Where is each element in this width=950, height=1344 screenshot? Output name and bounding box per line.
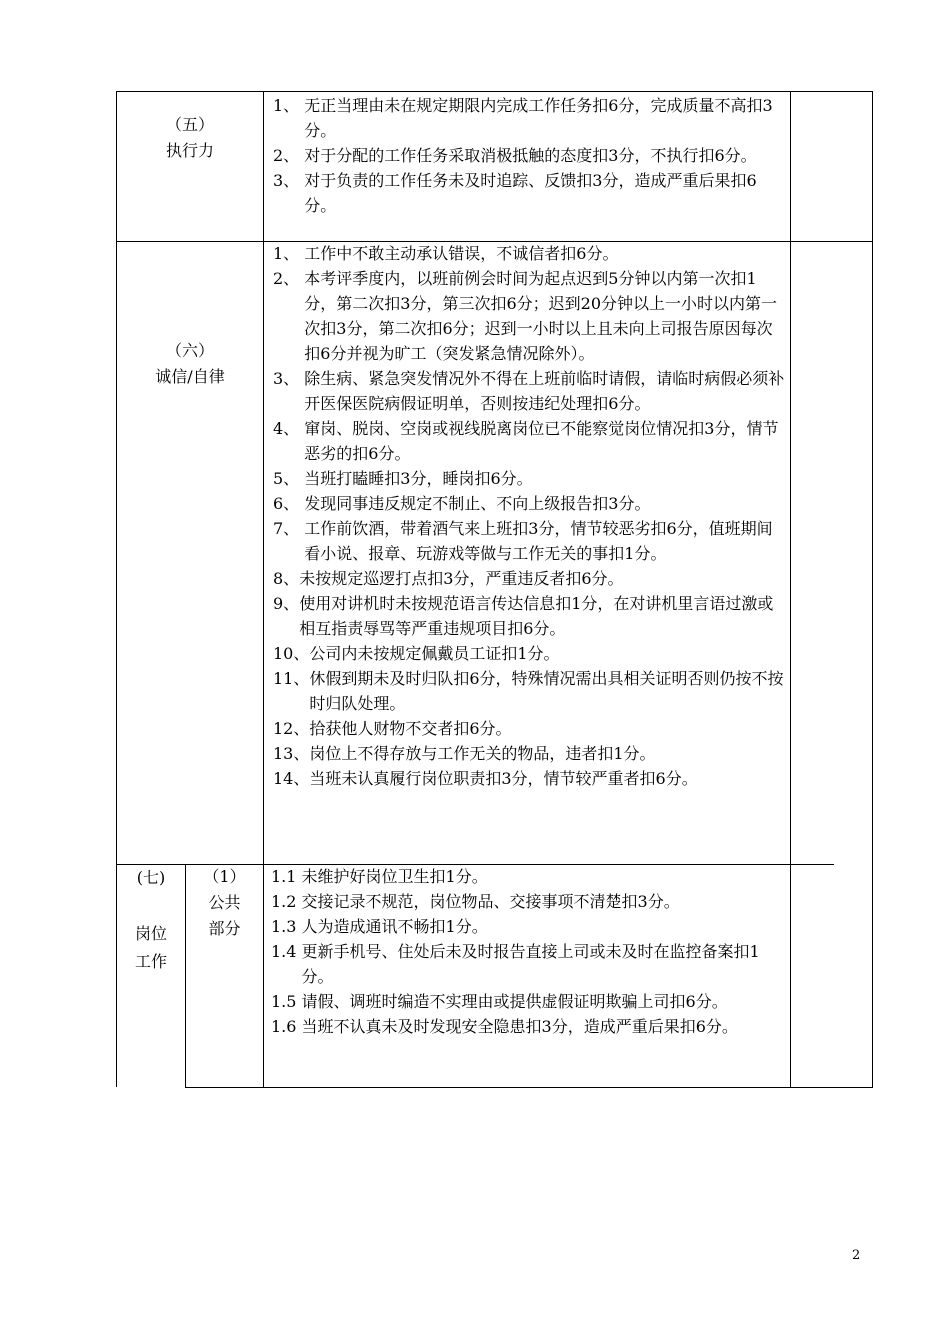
section-7-heading — [117, 864, 185, 976]
section-6-items — [273, 241, 785, 791]
list-item: 2、 本考评季度内，以班前例会时间为起点迟到5分钟以内第一次扣1分，第二次扣3分，第三次扣6分；迟到20分钟以上一小时以内第一次扣3分，第二次扣6分；迟到一小时以上且未向上司报告原因每次扣6分并视为旷工（突发紧急情况除外）。 — [273, 269, 778, 363]
list-item: 14、 当班未认真履行岗位职责扣3分，情节较严重者扣6分。 — [273, 769, 698, 788]
table-right-border — [872, 91, 873, 1088]
list-item: 1.4 更新手机号、住处后未及时报告直接上司或未及时在监控备案扣1分。 — [271, 942, 760, 986]
section-5-heading — [117, 112, 263, 164]
list-item: 3、 对于负责的工作任务未及时追踪、反馈扣3分，造成严重后果扣6分。 — [273, 171, 757, 215]
section-7-title: 岗位工作 — [134, 924, 167, 971]
list-item: 4、 窜岗、脱岗、空岗或视线脱离岗位已不能察觉岗位情况扣3分，情节恶劣的扣6分。 — [273, 419, 779, 463]
list-item: 13、 岗位上不得存放与工作无关的物品，违者扣1分。 — [273, 744, 656, 763]
list-item: 3、 除生病、紧急突发情况外不得在上班前临时请假，请临时病假必须补开医保医院病假证明单，否则按违纪处理扣6分。 — [273, 369, 785, 413]
section-7-sub-heading — [186, 864, 263, 942]
section-6-heading — [117, 338, 263, 390]
list-item: 1.5 请假、调班时编造不实理由或提供虚假证明欺骗上司扣6分。 — [271, 992, 728, 1011]
list-item: 11、 休假到期未及时归队扣6分，特殊情况需出具相关证明否则仍按不按时归队处理。 — [273, 669, 784, 713]
score-column-border — [790, 91, 791, 1088]
list-item: 1.6 当班不认真未及时发现安全隐患扣3分，造成严重后果扣6分。 — [271, 1017, 738, 1036]
list-item: 6、 发现同事违反规定不制止、不向上级报告扣3分。 — [273, 494, 651, 513]
section-7-items — [271, 864, 785, 1039]
section-5-title: 执行力 — [165, 141, 214, 160]
content-column-left-border — [263, 91, 264, 1088]
list-item: 7、 工作前饮酒，带着酒气来上班扣3分，情节较恶劣扣6分，值班期间看小说、报章、玩游戏等做与工作无关的事扣1分。 — [273, 519, 773, 563]
section-7-sub-title: 公共部分 — [208, 893, 241, 938]
list-item: 2、 对于分配的工作任务采取消极抵触的态度扣3分，不执行扣6分。 — [273, 146, 757, 165]
list-item: 9、 使用对讲机时未按规范语言传达信息扣1分，在对讲机里言语过激或相互指责辱骂等严重违规项目扣6分。 — [273, 594, 774, 638]
list-item: 1、 工作中不敢主动承认错误，不诚信者扣6分。 — [273, 244, 619, 263]
page-number: 2 — [852, 1248, 861, 1263]
list-item: 8、 未按规定巡逻打点扣3分，严重违反者扣6分。 — [273, 569, 624, 588]
table-bottom-border — [185, 1087, 873, 1088]
list-item: 1.1 未维护好岗位卫生扣1分。 — [271, 867, 488, 886]
list-item: 1.2 交接记录不规范，岗位物品、交接事项不清楚扣3分。 — [271, 892, 680, 911]
section-6-title: 诚信/自律 — [155, 367, 225, 386]
list-item: 1.3 人为造成通讯不畅扣1分。 — [271, 917, 488, 936]
section-5-number: （五） — [165, 115, 214, 134]
list-item: 5、 当班打瞌睡扣3分，睡岗扣6分。 — [273, 469, 533, 488]
section-7-number: (七) — [136, 868, 166, 887]
list-item: 12、 拾获他人财物不交者扣6分。 — [273, 719, 512, 738]
list-item: 10、 公司内未按规定佩戴员工证扣1分。 — [273, 644, 560, 663]
table-top-border — [116, 91, 873, 92]
section-6-number: （六） — [165, 341, 214, 360]
section-5-items — [273, 93, 785, 218]
section-7-sub-number: （1） — [203, 867, 246, 886]
list-item: 1、 无正当理由未在规定期限内完成工作任务扣6分，完成质量不高扣3分。 — [273, 96, 773, 140]
